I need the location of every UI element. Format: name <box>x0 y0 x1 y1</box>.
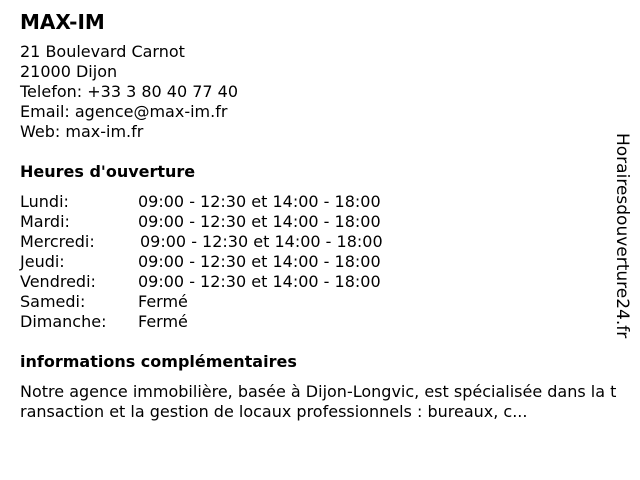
hours-title: Heures d'ouverture <box>20 162 196 181</box>
hours-time: 09:00 - 12:30 et 14:00 - 18:00 <box>138 272 381 291</box>
web-line: Web: max-im.fr <box>20 122 144 141</box>
email-line: Email: agence@max-im.fr <box>20 102 228 121</box>
hours-day: Vendredi: <box>20 272 96 291</box>
hours-day: Samedi: <box>20 292 86 311</box>
business-name: MAX-IM <box>20 10 105 34</box>
hours-row-samedi <box>20 292 600 312</box>
hours-day: Mercredi: <box>20 232 95 251</box>
hours-time: 09:00 - 12:30 et 14:00 - 18:00 <box>138 192 381 211</box>
hours-row-vendredi <box>20 272 600 292</box>
hours-time: 09:00 - 12:30 et 14:00 - 18:00 <box>138 252 381 271</box>
address-line-2: 21000 Dijon <box>20 62 118 81</box>
hours-row-dimanche <box>20 312 600 332</box>
hours-time: 09:00 - 12:30 et 14:00 - 18:00 <box>138 212 381 231</box>
hours-row-lundi <box>20 192 600 212</box>
hours-row-mardi <box>20 212 600 232</box>
info-title: informations complémentaires <box>20 352 297 371</box>
business-card <box>20 10 617 422</box>
phone-line: Telefon: +33 3 80 40 77 40 <box>20 82 239 101</box>
hours-row-jeudi <box>20 252 600 272</box>
hours-day: Lundi: <box>20 192 69 211</box>
hours-time: Fermé <box>138 292 188 311</box>
hours-day: Dimanche: <box>20 312 107 331</box>
hours-day: Jeudi: <box>20 252 65 271</box>
contact-block <box>20 42 600 142</box>
hours-time: Fermé <box>138 312 188 331</box>
hours-table <box>20 192 600 332</box>
hours-time: 09:00 - 12:30 et 14:00 - 18:00 <box>140 232 383 251</box>
address-line-1: 21 Boulevard Carnot <box>20 42 185 61</box>
hours-day: Mardi: <box>20 212 70 231</box>
info-description: Notre agence immobilière, basée à Dijon-Longvic, est spécialisée dans la transaction et la gestion de locaux professionnels : bureaux, c... <box>20 382 617 421</box>
hours-row-mercredi <box>20 232 600 252</box>
watermark-text: Horairesdouverture24.fr <box>612 133 632 339</box>
